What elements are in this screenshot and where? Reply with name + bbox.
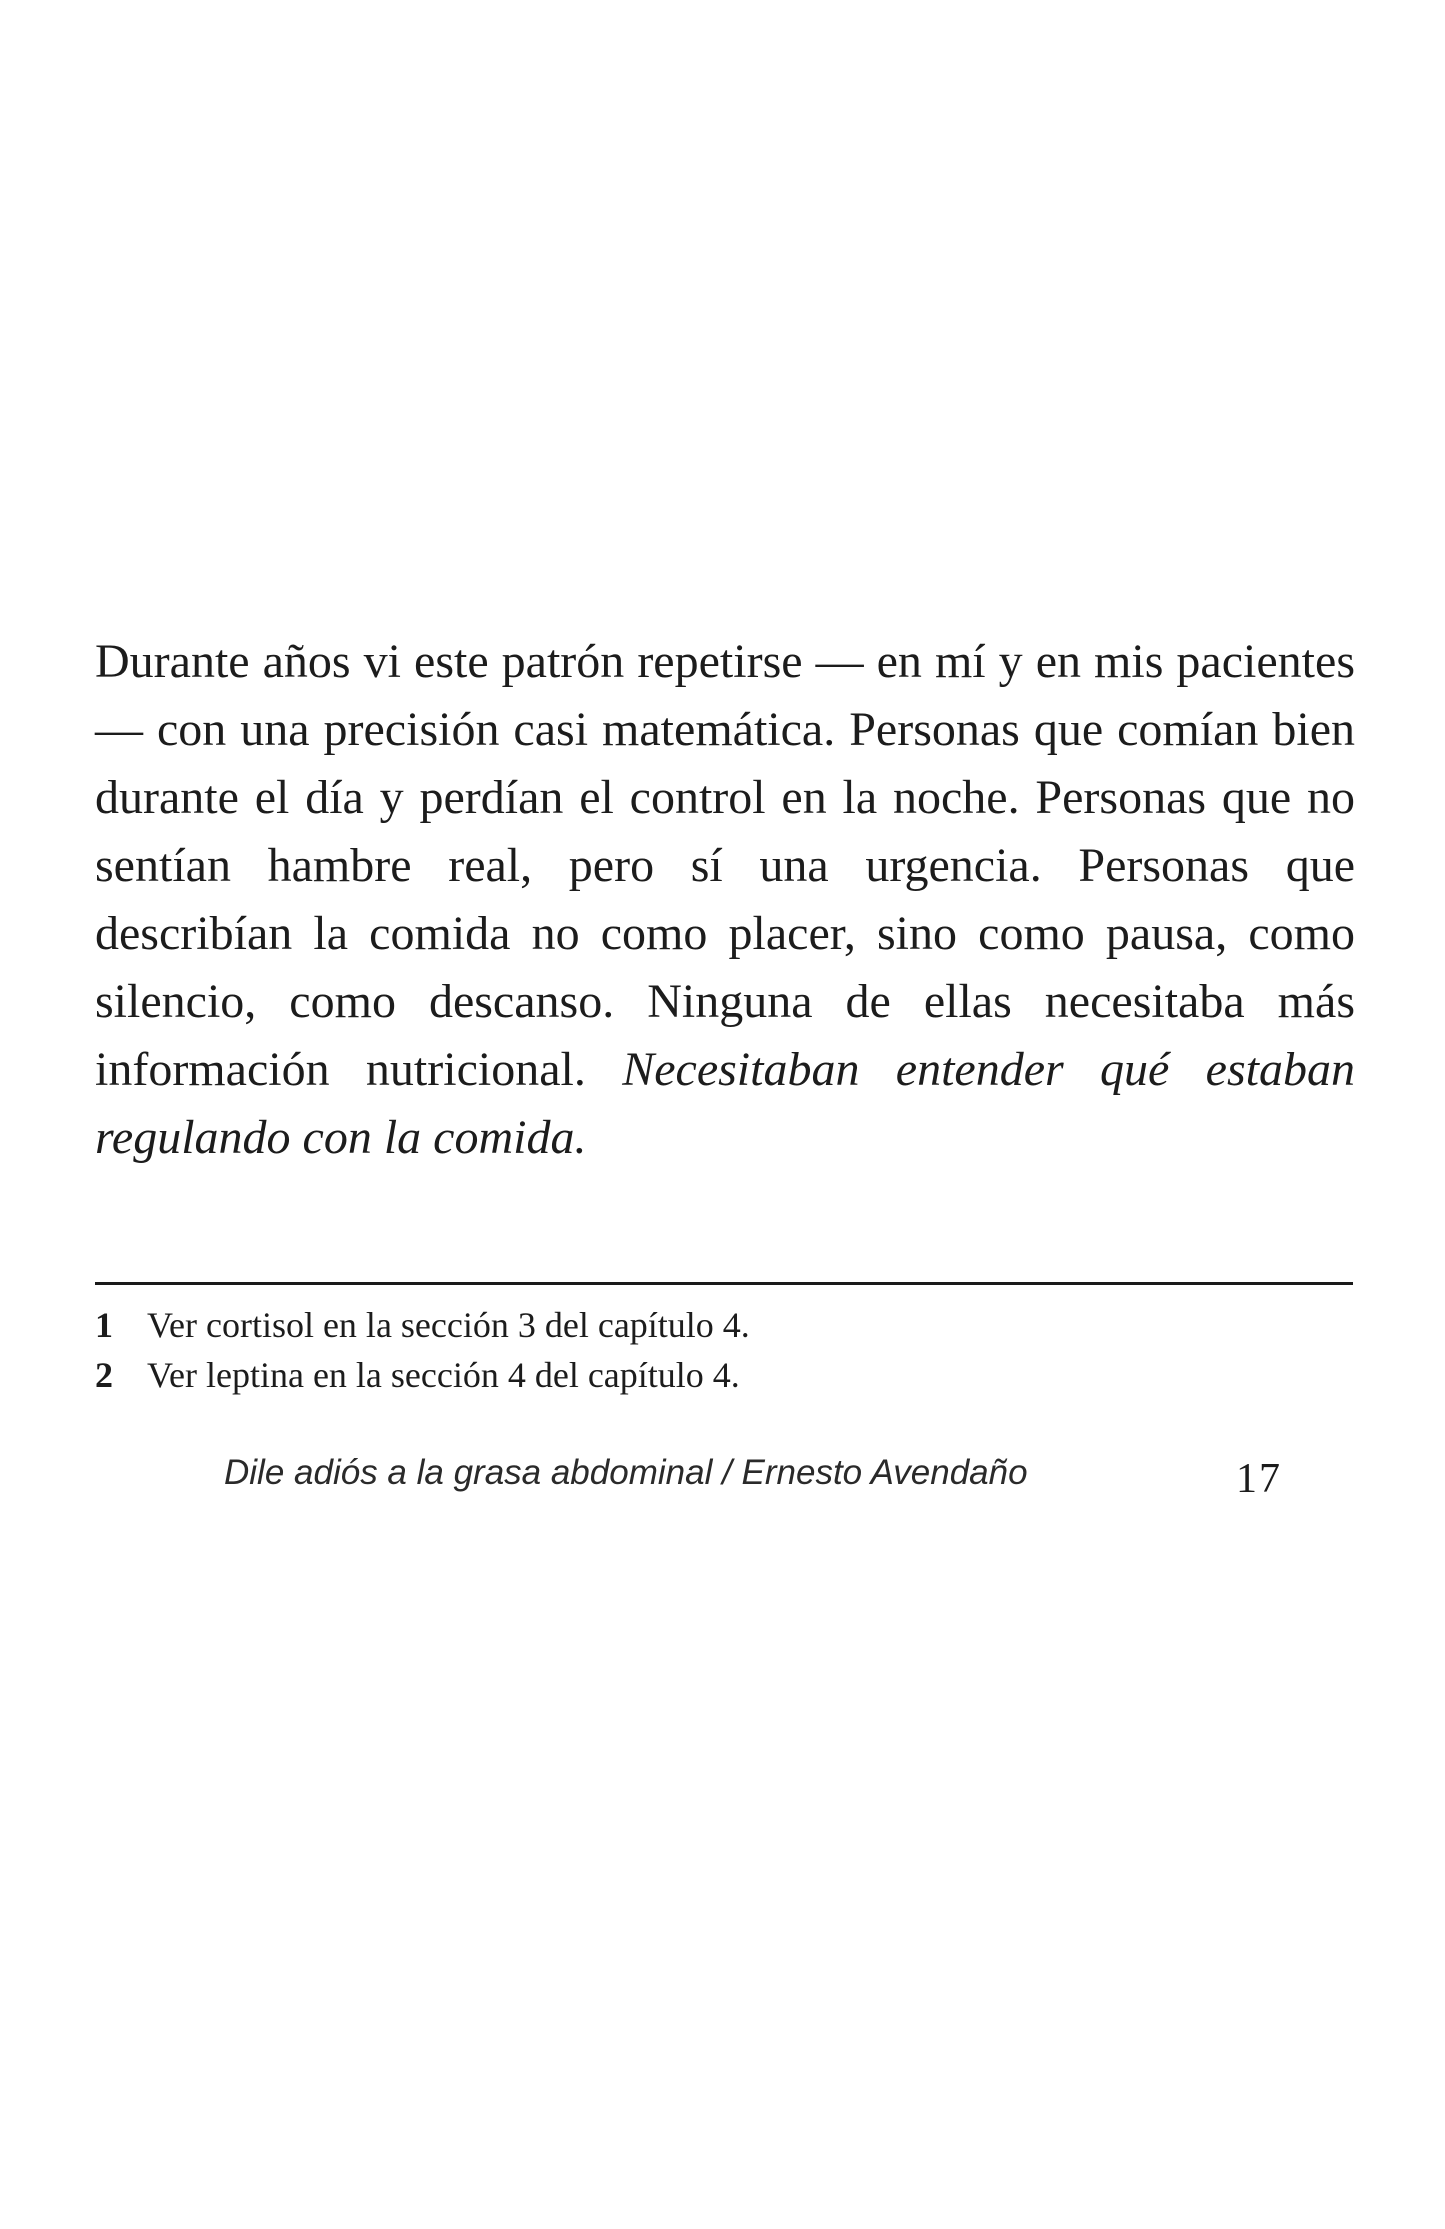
footnote-divider (95, 1282, 1353, 1285)
footnote-number: 1 (95, 1305, 113, 1345)
footnote-text: Ver cortisol en la sección 3 del capítulo 4. (147, 1305, 750, 1345)
footnotes-list (95, 1300, 1355, 1400)
page-footer (0, 1448, 1445, 1508)
page-number: 17 (1236, 1456, 1282, 1502)
footnote-item (95, 1300, 1355, 1350)
body-paragraph (95, 628, 1355, 1172)
footnote-number: 2 (95, 1355, 113, 1395)
body-paragraph-emphasis: Necesitaban entender qué estaban regulando con la comida. (95, 1043, 1355, 1164)
footnote-text: Ver leptina en la sección 4 del capítulo 4. (147, 1355, 740, 1395)
footnote-item (95, 1350, 1355, 1400)
body-paragraph-text: Durante años vi este patrón repetirse — en mí y en mis pacientes — con una precisión casi matemática. Personas que comían bien durante el día y perdían el control en la noche. Personas que no sentían hambre real, pero sí una urgencia. Personas que describían la comida no como placer, sino como pausa, como silencio, como descanso. Ninguna de ellas necesitaba más información nutricional. (95, 635, 1355, 1096)
running-title: Dile adiós a la grasa abdominal / Ernesto Avendaño (224, 1453, 1028, 1492)
